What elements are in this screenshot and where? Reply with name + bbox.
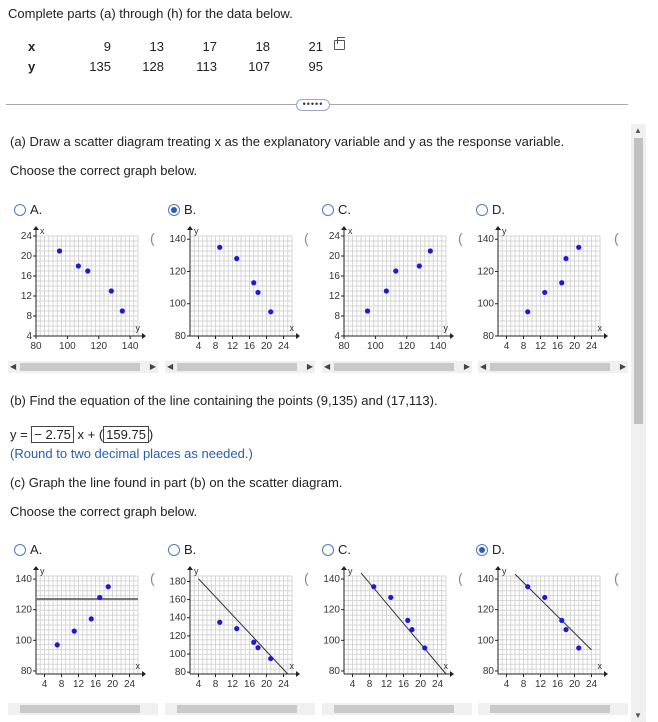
data-point — [97, 595, 102, 600]
part-c-option-d[interactable] — [476, 542, 505, 557]
radio-button[interactable] — [14, 204, 26, 216]
zoom-icon[interactable]: ( — [614, 230, 619, 246]
y-tick-label: 140 — [477, 574, 494, 586]
scroll-left-icon[interactable]: ◀ — [480, 362, 487, 371]
y-axis-arrow — [341, 566, 347, 570]
y-tick-label: 8 — [26, 311, 32, 322]
x-value: 18 — [255, 38, 270, 54]
x-tick-label: 12 — [226, 341, 239, 352]
x-tick-label: 8 — [520, 679, 527, 690]
data-point — [217, 245, 222, 250]
data-point — [120, 308, 125, 313]
option-label: A. — [30, 202, 43, 217]
radio-button[interactable] — [168, 544, 180, 556]
grid — [36, 576, 138, 674]
x-axis-label: x — [289, 323, 294, 333]
x-value: 9 — [103, 38, 111, 54]
x-tick-label: 8 — [212, 679, 219, 690]
scroll-down-icon[interactable]: ▼ — [634, 711, 642, 720]
zoom-icon[interactable]: ( — [150, 230, 155, 246]
y-tick-label: 24 — [328, 231, 340, 242]
x-axis-label: x — [443, 661, 448, 671]
x-tick-label: 20 — [568, 679, 581, 690]
x-tick-label: 16 — [551, 341, 564, 352]
data-point — [234, 626, 239, 631]
x-label: x — [28, 38, 36, 54]
data-point — [217, 620, 222, 625]
y-tick-label: 20 — [20, 251, 32, 262]
graph-scrollbar[interactable] — [478, 703, 628, 715]
data-point — [89, 616, 94, 621]
data-point — [525, 584, 530, 589]
part-a-option-a[interactable] — [14, 202, 42, 217]
y-tick-label: 140 — [15, 574, 32, 586]
y-axis-label: y — [194, 226, 199, 236]
y-tick-label: 140 — [169, 234, 186, 246]
x-tick-label: 80 — [30, 341, 42, 352]
scroll-left-icon[interactable]: ◀ — [167, 362, 174, 371]
x-tick-label: 16 — [243, 679, 256, 690]
y-axis-arrow — [33, 226, 39, 230]
grid — [344, 576, 446, 674]
x-tick-label: 100 — [59, 341, 76, 352]
graph-scrollbar[interactable] — [8, 361, 158, 373]
more-button[interactable]: ••••• — [296, 99, 330, 111]
data-point — [422, 645, 427, 650]
data-point — [57, 248, 62, 253]
x-tick-label: 12 — [534, 679, 547, 690]
grid — [190, 236, 292, 336]
data-point — [576, 245, 581, 250]
graph-c-option-c — [322, 566, 452, 692]
part-a-option-b[interactable] — [168, 202, 196, 217]
y-tick-label: 100 — [323, 635, 340, 647]
x-tick-label: 24 — [123, 679, 136, 690]
graph-a-option-b — [168, 226, 298, 354]
graph-a-option-d — [476, 226, 606, 354]
y-axis-label: y — [194, 566, 199, 576]
scrollbar-thumb[interactable] — [334, 705, 454, 713]
x-axis-label: x — [289, 661, 294, 671]
y-axis-label: x — [348, 226, 353, 236]
y-tick-label: 140 — [323, 574, 340, 586]
data-point — [371, 584, 376, 589]
x-axis-label: x — [597, 323, 602, 333]
grid — [498, 236, 600, 336]
data-point — [255, 290, 260, 295]
x-tick-label: 120 — [90, 341, 108, 352]
scroll-right-icon[interactable]: ▶ — [149, 362, 156, 371]
y-tick-label: 100 — [169, 649, 186, 661]
y-tick-label: 100 — [169, 298, 186, 310]
graph-a-option-a — [14, 226, 144, 354]
part-a-option-d[interactable] — [476, 202, 505, 217]
y-row — [22, 56, 323, 76]
y-tick-label: 80 — [174, 331, 186, 342]
x-tick-label: 16 — [89, 679, 102, 690]
data-point — [525, 309, 530, 314]
y-tick-label: 80 — [20, 665, 32, 677]
y-tick-label: 120 — [323, 604, 340, 616]
scrollbar-thumb[interactable] — [177, 363, 297, 371]
scrollbar-thumb[interactable] — [490, 705, 610, 713]
eq-mid: x + — [77, 427, 96, 442]
part-a-option-c[interactable] — [322, 202, 351, 217]
y-tick-label: 120 — [477, 266, 494, 278]
y-tick-label: 120 — [477, 604, 494, 616]
y-tick-label: 80 — [482, 665, 494, 677]
graph-scrollbar[interactable] — [478, 361, 628, 373]
graph-c-option-a — [14, 566, 144, 692]
x-tick-label: 140 — [429, 341, 447, 352]
x-tick-label: 8 — [58, 679, 65, 690]
x-tick-label: 20 — [260, 679, 273, 690]
eq-prefix: y = — [10, 427, 28, 442]
part-c-option-b[interactable] — [168, 542, 196, 557]
data-point — [76, 263, 81, 268]
data-table — [22, 36, 323, 76]
zoom-icon[interactable]: ( — [458, 230, 463, 246]
option-label: B. — [184, 202, 197, 217]
zoom-icon[interactable]: ( — [150, 570, 155, 586]
y-axis-arrow — [187, 226, 193, 230]
x-tick-label: 4 — [41, 679, 48, 690]
data-point — [55, 642, 60, 647]
y-axis-arrow — [33, 566, 39, 570]
y-value: 128 — [142, 58, 164, 74]
option-label: D. — [492, 202, 505, 217]
x-tick-label: 24 — [585, 341, 598, 352]
y-tick-label: 100 — [477, 298, 494, 310]
data-point — [268, 309, 273, 314]
y-axis-label: y — [502, 226, 507, 236]
y-tick-label: 12 — [20, 291, 32, 302]
scroll-left-icon[interactable]: ◀ — [10, 362, 17, 371]
x-axis-label: y — [443, 323, 448, 333]
data-point — [576, 645, 581, 650]
graph-a-option-c — [322, 226, 452, 354]
x-tick-label: 12 — [534, 341, 547, 352]
x-tick-label: 20 — [414, 679, 427, 690]
y-tick-label: 140 — [477, 234, 494, 246]
data-point — [72, 629, 77, 634]
y-label: y — [28, 58, 36, 74]
x-axis-label: x — [135, 661, 140, 671]
radio-button[interactable] — [14, 544, 26, 556]
data-point — [365, 308, 370, 313]
page-scrollbar-thumb[interactable] — [634, 138, 643, 424]
x-value: 13 — [149, 38, 164, 54]
scrollbar-thumb[interactable] — [177, 705, 297, 713]
graph-scrollbar[interactable] — [8, 703, 158, 715]
x-value: 17 — [202, 38, 217, 54]
data-point — [542, 290, 547, 295]
y-tick-label: 24 — [20, 231, 32, 242]
y-tick-label: 160 — [169, 594, 186, 606]
x-tick-label: 24 — [277, 679, 290, 690]
data-point — [428, 248, 433, 253]
x-tick-label: 140 — [121, 341, 139, 352]
y-tick-label: 120 — [169, 630, 186, 642]
slope-answer-box[interactable]: − 2.75 — [31, 426, 74, 443]
graph-scrollbar[interactable] — [322, 703, 472, 715]
x-axis-arrow — [142, 333, 146, 339]
x-axis-arrow — [296, 671, 300, 677]
scroll-right-icon[interactable]: ▶ — [306, 362, 313, 371]
option-label: D. — [492, 542, 505, 557]
x-tick-label: 12 — [380, 679, 393, 690]
instruction-text: Complete parts (a) through (h) for the data below. — [8, 6, 293, 21]
page-scrollbar[interactable] — [631, 124, 646, 722]
scrollbar-thumb[interactable] — [20, 363, 140, 371]
x-tick-label: 24 — [277, 341, 290, 352]
zoom-icon[interactable]: ( — [304, 570, 309, 586]
x-tick-label: 20 — [568, 341, 581, 352]
scroll-left-icon[interactable]: ◀ — [324, 362, 331, 371]
part-a-prompt: Choose the correct graph below. — [10, 163, 198, 178]
y-tick-label: 100 — [477, 635, 494, 647]
x-tick-label: 4 — [503, 341, 510, 352]
grid — [498, 576, 600, 674]
equation: y = − 2.75 x + ( 159.75 ) — [10, 427, 154, 442]
y-axis-label: y — [40, 566, 45, 576]
data-point — [85, 268, 90, 273]
data-point — [559, 280, 564, 285]
y-tick-label: 80 — [482, 331, 494, 342]
y-value: 113 — [196, 58, 217, 74]
data-point — [106, 584, 111, 589]
option-label: C. — [338, 202, 351, 217]
scrollbar-thumb[interactable] — [20, 705, 140, 713]
y-axis-arrow — [187, 566, 193, 570]
y-axis-arrow — [341, 226, 347, 230]
x-tick-label: 16 — [243, 341, 256, 352]
option-label: B. — [184, 542, 197, 557]
grid — [36, 236, 138, 336]
y-tick-label: 120 — [169, 266, 186, 278]
y-tick-label: 180 — [169, 576, 186, 588]
x-axis-label: y — [135, 323, 140, 333]
part-c-prompt: Choose the correct graph below. — [10, 504, 198, 519]
x-tick-label: 4 — [503, 679, 510, 690]
x-axis-arrow — [604, 333, 608, 339]
x-tick-label: 24 — [431, 679, 444, 690]
data-point — [255, 645, 260, 650]
x-tick-label: 12 — [226, 679, 239, 690]
y-tick-label: 100 — [15, 635, 32, 647]
graph-scrollbar[interactable] — [165, 361, 315, 373]
y-axis-label: y — [502, 566, 507, 576]
x-tick-label: 8 — [212, 341, 219, 352]
part-c-option-a[interactable] — [14, 542, 42, 557]
x-tick-label: 16 — [551, 679, 564, 690]
scroll-right-icon[interactable]: ▶ — [619, 362, 626, 371]
scrollbar-thumb[interactable] — [334, 363, 454, 371]
y-axis-label: x — [40, 226, 45, 236]
x-tick-label: 100 — [367, 341, 384, 352]
graph-scrollbar[interactable] — [322, 361, 472, 373]
x-tick-label: 4 — [195, 679, 202, 690]
y-axis-arrow — [495, 566, 501, 570]
x-axis-arrow — [142, 671, 146, 677]
y-tick-label: 80 — [328, 665, 340, 677]
scroll-up-icon[interactable]: ▲ — [634, 126, 642, 135]
scrollbar-thumb[interactable] — [490, 363, 610, 371]
data-point — [268, 656, 273, 661]
data-point — [417, 263, 422, 268]
x-tick-label: 24 — [585, 679, 598, 690]
part-b-question: (b) Find the equation of the line containing the points (9,135) and (17,113). — [10, 393, 438, 408]
option-label: C. — [338, 542, 351, 557]
part-c-option-c[interactable] — [322, 542, 351, 557]
x-tick-label: 80 — [338, 341, 350, 352]
x-axis-arrow — [450, 333, 454, 339]
x-tick-label: 4 — [195, 341, 202, 352]
part-c-question: (c) Graph the line found in part (b) on the scatter diagram. — [10, 475, 343, 490]
x-tick-label: 16 — [397, 679, 410, 690]
intercept-answer-box[interactable]: 159.75 — [103, 426, 149, 443]
x-tick-label: 8 — [366, 679, 373, 690]
x-tick-label: 12 — [72, 679, 85, 690]
zoom-icon[interactable]: ( — [304, 230, 309, 246]
y-tick-label: 8 — [334, 311, 340, 322]
data-point — [409, 627, 414, 632]
y-tick-label: 20 — [328, 251, 340, 262]
y-axis-arrow — [495, 226, 501, 230]
y-tick-label: 140 — [169, 612, 186, 624]
grid — [190, 576, 292, 674]
y-value: 95 — [308, 58, 323, 74]
data-point — [251, 280, 256, 285]
x-tick-label: 4 — [349, 679, 356, 690]
y-value: 135 — [89, 58, 111, 74]
radio-button[interactable] — [476, 204, 488, 216]
data-point — [251, 640, 256, 645]
graph-c-option-b — [168, 566, 298, 692]
scroll-right-icon[interactable]: ▶ — [463, 362, 470, 371]
data-point — [388, 595, 393, 600]
data-point — [559, 618, 564, 623]
zoom-icon[interactable]: ( — [614, 570, 619, 586]
x-axis-arrow — [450, 671, 454, 677]
x-axis-label: x — [597, 661, 602, 671]
x-tick-label: 20 — [106, 679, 119, 690]
radio-button-selected[interactable] — [168, 204, 180, 216]
data-point — [384, 288, 389, 293]
y-tick-label: 80 — [174, 667, 186, 679]
x-row — [22, 36, 323, 56]
graph-scrollbar[interactable] — [165, 703, 315, 715]
radio-button-selected[interactable] — [476, 544, 488, 556]
radio-button[interactable] — [322, 544, 334, 556]
y-tick-label: 4 — [334, 331, 340, 342]
data-point — [405, 618, 410, 623]
y-value: 107 — [248, 58, 270, 74]
rounding-note: (Round to two decimal places as needed.) — [10, 446, 253, 461]
x-tick-label: 120 — [398, 341, 416, 352]
y-tick-label: 120 — [15, 604, 32, 616]
data-point — [393, 268, 398, 273]
y-axis-label: y — [348, 566, 353, 576]
x-axis-arrow — [296, 333, 300, 339]
y-tick-label: 16 — [328, 271, 340, 282]
y-tick-label: 4 — [26, 331, 32, 342]
part-a-question: (a) Draw a scatter diagram treating x as the explanatory variable and y as the response variable. — [10, 134, 565, 149]
copy-data-icon[interactable] — [334, 40, 345, 50]
radio-button[interactable] — [322, 204, 334, 216]
graph-c-option-d — [476, 566, 606, 692]
zoom-icon[interactable]: ( — [458, 570, 463, 586]
data-point — [109, 288, 114, 293]
data-point — [563, 256, 568, 261]
data-point — [563, 627, 568, 632]
x-tick-label: 8 — [520, 341, 527, 352]
x-axis-arrow — [604, 671, 608, 677]
data-point — [542, 595, 547, 600]
x-value: 21 — [308, 38, 323, 54]
y-tick-label: 12 — [328, 291, 340, 302]
data-point — [234, 256, 239, 261]
y-tick-label: 16 — [20, 271, 32, 282]
x-tick-label: 20 — [260, 341, 273, 352]
option-label: A. — [30, 542, 43, 557]
